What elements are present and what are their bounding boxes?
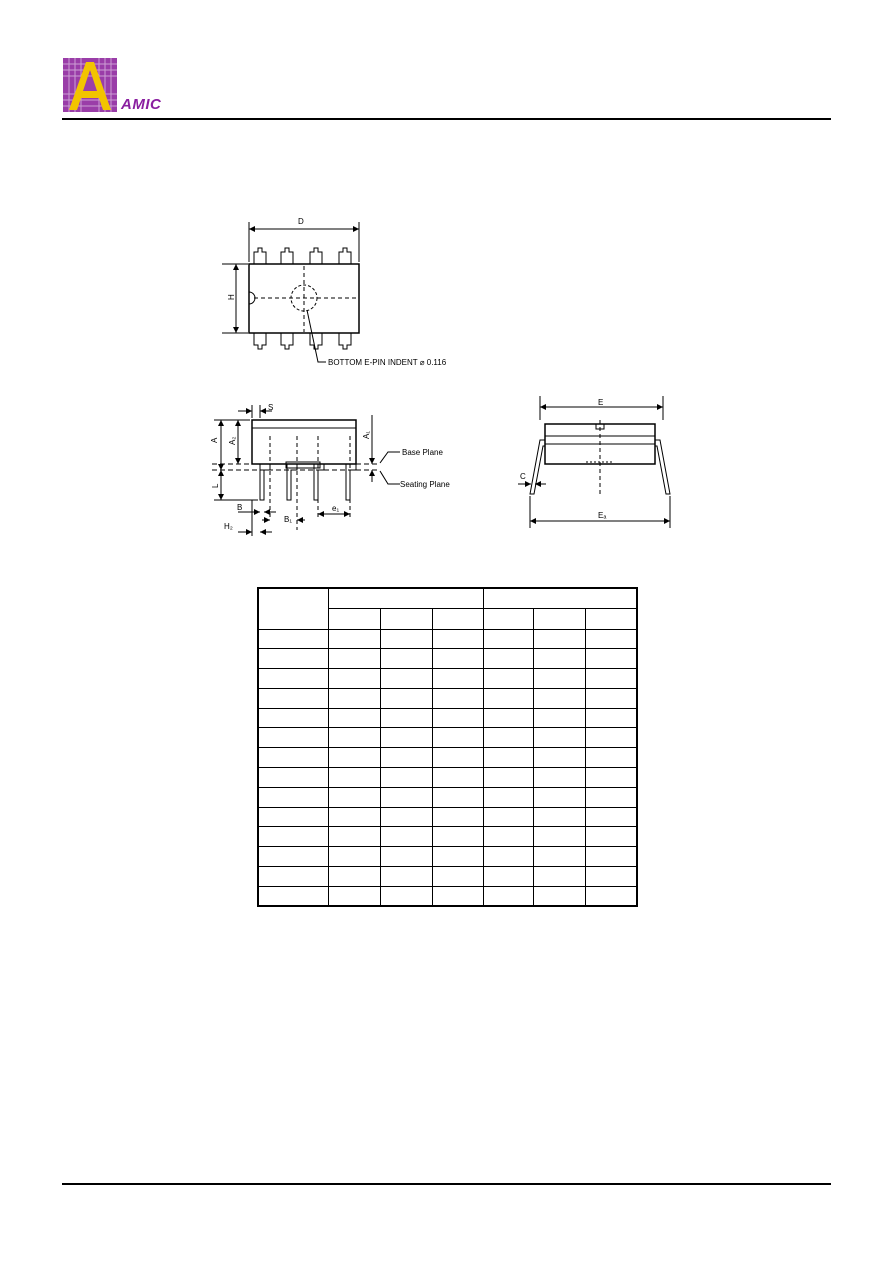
- group-header-cell: [329, 588, 484, 608]
- dimension-c-label: C: [520, 472, 526, 481]
- table-cell: [484, 847, 534, 867]
- end-view: [518, 396, 670, 528]
- table-cell: [329, 669, 381, 689]
- subheader-cell: [484, 608, 534, 629]
- table-cell: [329, 847, 381, 867]
- table-cell: [258, 708, 329, 728]
- table-cell: [258, 807, 329, 827]
- table-cell: [534, 807, 586, 827]
- table-cell: [258, 629, 329, 649]
- footer-rule: [62, 1183, 831, 1185]
- table-cell: [534, 847, 586, 867]
- table-cell: [329, 807, 381, 827]
- table-cell: [534, 708, 586, 728]
- dimension-table-body: [258, 588, 637, 906]
- table-cell: [329, 708, 381, 728]
- dimension-h2-label: H₂: [224, 522, 233, 531]
- table-cell: [329, 748, 381, 768]
- table-cell: [484, 649, 534, 669]
- table-cell: [433, 728, 484, 748]
- dimension-l-label: L: [211, 483, 220, 488]
- table-cell: [381, 886, 433, 906]
- table-cell: [586, 728, 638, 748]
- table-cell: [258, 669, 329, 689]
- side-view: [212, 405, 400, 536]
- table-row: [258, 669, 637, 689]
- table-row: [258, 787, 637, 807]
- table-cell: [484, 708, 534, 728]
- table-row: [258, 688, 637, 708]
- table-cell: [433, 768, 484, 788]
- table-cell: [381, 768, 433, 788]
- table-cell: [329, 787, 381, 807]
- table-cell: [329, 728, 381, 748]
- table-cell: [381, 748, 433, 768]
- table-cell: [433, 787, 484, 807]
- table-cell: [433, 669, 484, 689]
- dimension-d-label: D: [298, 217, 304, 226]
- table-cell: [534, 629, 586, 649]
- table-cell: [484, 886, 534, 906]
- dimension-a1-label: A₁: [362, 430, 371, 439]
- table-cell: [484, 768, 534, 788]
- subheader-cell: [586, 608, 638, 629]
- table-cell: [329, 768, 381, 788]
- table-cell: [329, 649, 381, 669]
- table-cell: [433, 649, 484, 669]
- table-cell: [586, 669, 638, 689]
- table-cell: [329, 629, 381, 649]
- table-cell: [586, 768, 638, 788]
- pin-indent-note: BOTTOM E-PIN INDENT ⌀ 0.116: [328, 358, 447, 367]
- table-cell: [484, 867, 534, 887]
- dimension-b1-label: B₁: [284, 515, 293, 524]
- table-cell: [258, 886, 329, 906]
- table-cell: [534, 688, 586, 708]
- table-cell: [586, 847, 638, 867]
- table-cell: [586, 748, 638, 768]
- table-cell: [258, 768, 329, 788]
- table-cell: [586, 708, 638, 728]
- table-cell: [484, 748, 534, 768]
- dimension-b-label: B: [237, 503, 243, 512]
- table-cell: [433, 847, 484, 867]
- table-row: [258, 867, 637, 887]
- table-cell: [534, 867, 586, 887]
- table-row: [258, 728, 637, 748]
- subheader-cell: [534, 608, 586, 629]
- table-row: [258, 768, 637, 788]
- base-plane-label: Base Plane: [402, 448, 443, 457]
- table-cell: [433, 807, 484, 827]
- table-row: [258, 886, 637, 906]
- table-cell: [433, 688, 484, 708]
- table-row: [258, 649, 637, 669]
- table-cell: [433, 867, 484, 887]
- table-cell: [433, 629, 484, 649]
- symbol-header-cell: [258, 588, 329, 629]
- table-cell: [534, 886, 586, 906]
- table-cell: [534, 728, 586, 748]
- brand-name: AMIC: [121, 96, 162, 113]
- dimension-h-label: H: [227, 294, 236, 300]
- table-cell: [258, 649, 329, 669]
- table-cell: [329, 867, 381, 887]
- table-cell: [484, 688, 534, 708]
- table-row: [258, 827, 637, 847]
- group-header-cell: [484, 588, 638, 608]
- table-cell: [534, 649, 586, 669]
- dimension-e-label: E: [598, 398, 604, 407]
- table-row: [258, 807, 637, 827]
- table-cell: [381, 708, 433, 728]
- table-cell: [534, 827, 586, 847]
- table-cell: [258, 688, 329, 708]
- table-cell: [381, 688, 433, 708]
- table-cell: [381, 629, 433, 649]
- table-cell: [258, 787, 329, 807]
- table-row: [258, 629, 637, 649]
- table-cell: [329, 886, 381, 906]
- table-cell: [433, 708, 484, 728]
- table-cell: [484, 629, 534, 649]
- table-cell: [258, 827, 329, 847]
- top-view: [222, 222, 359, 362]
- table-cell: [586, 649, 638, 669]
- subheader-cell: [381, 608, 433, 629]
- dimension-e1-label: e₁: [332, 504, 340, 513]
- table-cell: [586, 807, 638, 827]
- dimension-a-label: A: [210, 437, 219, 443]
- subheader-cell: [329, 608, 381, 629]
- table-cell: [433, 886, 484, 906]
- table-cell: [381, 847, 433, 867]
- table-cell: [484, 827, 534, 847]
- table-cell: [586, 886, 638, 906]
- table-cell: [381, 867, 433, 887]
- table-cell: [433, 827, 484, 847]
- table-cell: [329, 827, 381, 847]
- table-cell: [258, 867, 329, 887]
- table-cell: [258, 728, 329, 748]
- table-cell: [381, 787, 433, 807]
- table-row: [258, 708, 637, 728]
- table-cell: [329, 688, 381, 708]
- table-row: [258, 847, 637, 867]
- table-cell: [258, 847, 329, 867]
- table-cell: [534, 787, 586, 807]
- table-cell: [433, 748, 484, 768]
- table-cell: [586, 867, 638, 887]
- table-cell: [258, 748, 329, 768]
- table-cell: [484, 807, 534, 827]
- table-cell: [381, 827, 433, 847]
- seating-plane-label: Seating Plane: [400, 480, 450, 489]
- table-cell: [381, 807, 433, 827]
- table-cell: [484, 787, 534, 807]
- table-cell: [534, 748, 586, 768]
- table-cell: [484, 728, 534, 748]
- table-cell: [534, 768, 586, 788]
- table-cell: [586, 688, 638, 708]
- table-cell: [381, 649, 433, 669]
- dimension-ea-label: Eₐ: [598, 511, 607, 520]
- table-cell: [586, 629, 638, 649]
- table-cell: [586, 787, 638, 807]
- table-cell: [381, 669, 433, 689]
- table-cell: [381, 728, 433, 748]
- table-cell: [534, 669, 586, 689]
- table-cell: [484, 669, 534, 689]
- dimension-s-label: S: [268, 403, 274, 412]
- dimension-a2-label: A₂: [228, 436, 237, 445]
- table-cell: [586, 827, 638, 847]
- subheader-cell: [433, 608, 484, 629]
- table-row: [258, 748, 637, 768]
- dimension-table: [257, 587, 638, 907]
